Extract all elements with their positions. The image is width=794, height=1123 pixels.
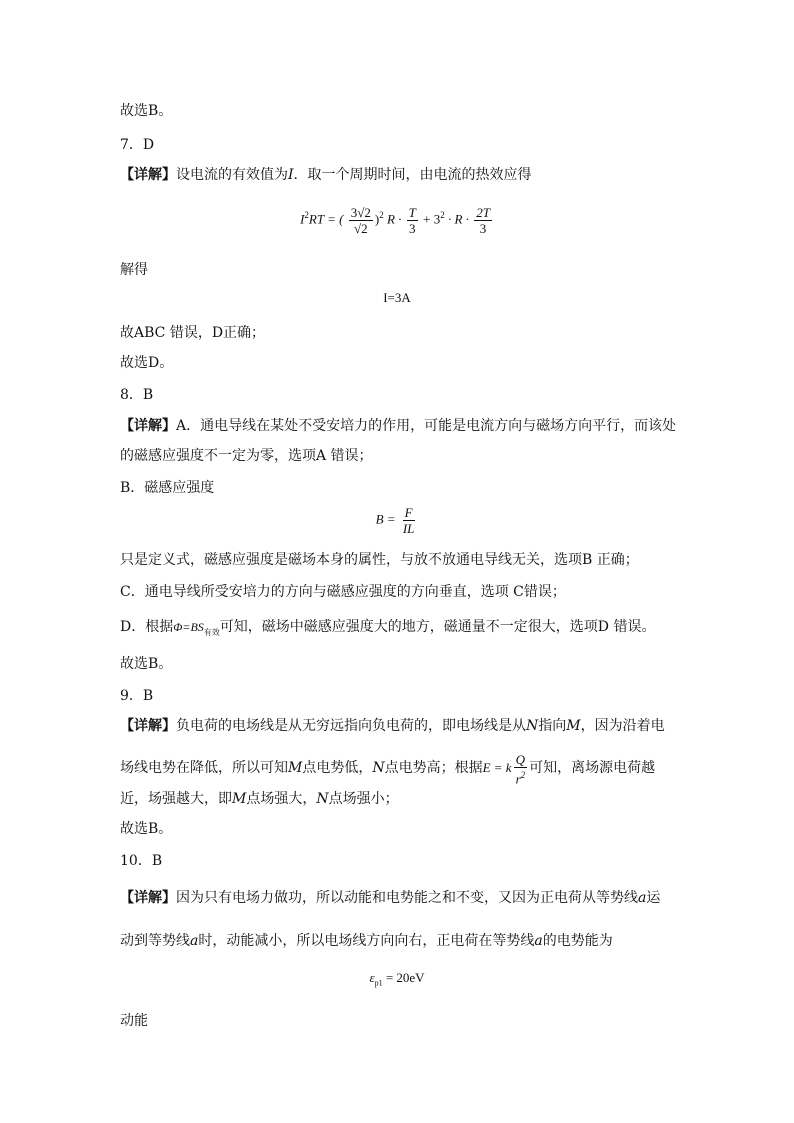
text-line: D．根据$\Phi=BS_{有效}$可知，磁场中磁感应强度大的地方，磁通量不一定很大，选项D 错误。 xyxy=(120,619,656,637)
answer-number: 10．B xyxy=(120,853,163,869)
answer-number: 9．B xyxy=(120,688,154,704)
text-line: 解得 xyxy=(120,262,148,278)
text-line: 故ABC 错误，D正确； xyxy=(120,325,266,341)
explanation-line: 【详解】A．通电导线在某处不受安培力的作用，可能是电流方向与磁场方向平行，而该处 xyxy=(120,418,677,434)
explanation-line: 【详解】设电流的有效值为I．取一个周期时间，由电流的热效应得 xyxy=(120,167,532,183)
answer-number: 7．D xyxy=(120,137,155,153)
equation-energy: $\varepsilon_{p1} = 20eV$ xyxy=(369,970,425,988)
equation-3: E = k $\frac{Q}{r^2}$ xyxy=(482,752,526,787)
equation-2: B = $\frac{F}{IL}$ xyxy=(375,505,415,536)
text-line: 故选B。 xyxy=(120,103,173,119)
text-line: 场线电势在降低，所以可知M点电势低，N点电势高；根据E = k $\frac{Q}{r^2}$ 可知，离场源电荷越 xyxy=(120,752,656,787)
equation-1: $I^2RT$ = ( $\frac{3√2}{√2}$ )$^2$ R · $\frac{T}{3}$ + $3^2 \cdot R$ · $\frac{2T}{3}$ xyxy=(300,205,490,236)
text-line: 故选B。 xyxy=(120,656,173,672)
explanation-line: 【详解】因为只有电场力做功，所以动能和电势能之和不变，又因为正电荷从等势线a运 xyxy=(120,890,661,906)
text-line: B．磁感应强度 xyxy=(120,480,215,496)
text-line: 只是定义式，磁感应强度是磁场本身的属性，与放不放通电导线无关，选项B 正确； xyxy=(120,552,639,568)
text-line: 近，场强越大，即M点场强大，N点场强小； xyxy=(120,791,399,807)
answer-number: 8．B xyxy=(120,387,154,403)
explanation-label: 【详解】 xyxy=(120,167,176,183)
equation-result: I=3A xyxy=(383,290,411,305)
text-line: C．通电导线所受安培力的方向与磁感应强度的方向垂直，选项 C错误； xyxy=(120,584,566,600)
text-line: 动能 xyxy=(120,1013,148,1029)
text-line: 动到等势线a时，动能减小，所以电场线方向向右，正电荷在等势线a的电势能为 xyxy=(120,933,613,949)
text-line: 的磁感应强度不一定为零，选项A 错误； xyxy=(120,448,373,464)
text-line: 故选B。 xyxy=(120,821,173,837)
text-line: 故选D。 xyxy=(120,355,174,371)
explanation-line: 【详解】负电荷的电场线是从无穷远指向负电荷的，即电场线是从N指向M，因为沿着电 xyxy=(120,718,665,734)
